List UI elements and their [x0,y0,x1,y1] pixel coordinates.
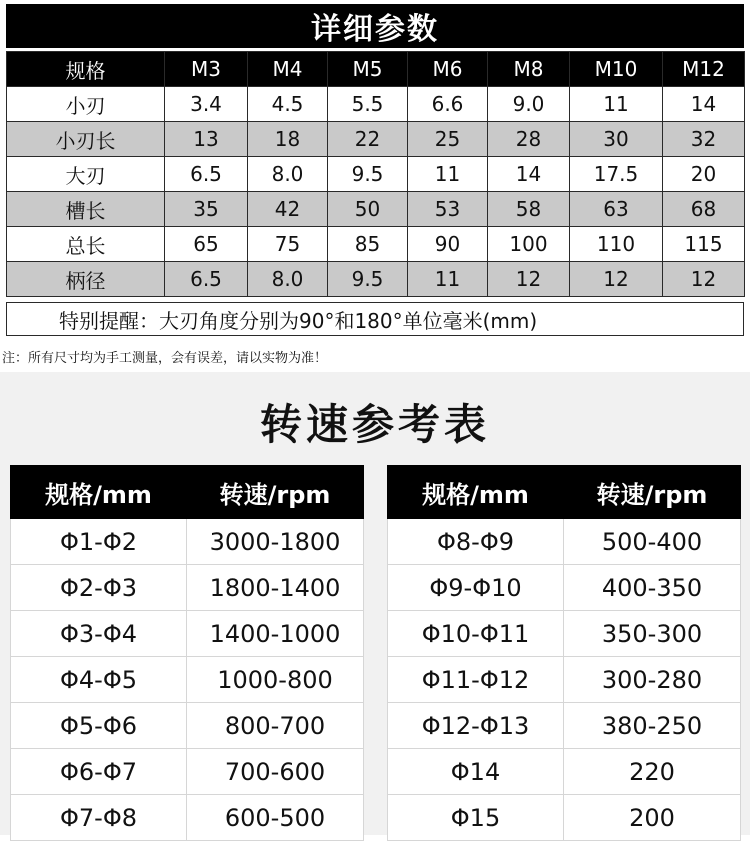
spec-value-cell: 65 [165,227,248,262]
spec-row-label: 槽长 [7,192,165,227]
speed-row [11,565,364,611]
spec-value-cell: 11 [570,87,663,122]
speed-rpm-cell: 700-600 [187,749,364,795]
spec-value-cell: 11 [408,262,488,297]
spec-row [7,122,745,157]
spec-value-cell: 115 [663,227,745,262]
spec-row-label: 柄径 [7,262,165,297]
spec-value-cell: 50 [328,192,408,227]
spec-row [7,227,745,262]
spec-row-label: 大刃 [7,157,165,192]
spec-value-cell: 11 [408,157,488,192]
speed-row [388,519,741,565]
spec-row [7,192,745,227]
spec-value-cell: 13 [165,122,248,157]
spec-value-cell: 100 [488,227,570,262]
spec-value-cell: 20 [663,157,745,192]
speed-row [388,795,741,841]
spec-value-cell: 9.5 [328,262,408,297]
rpm-column-header: 转速/rpm [187,466,364,519]
spec-header-cell: M4 [248,52,328,87]
speed-row [388,703,741,749]
speed-header-row [11,466,364,519]
spec-value-cell: 75 [248,227,328,262]
speed-spec-cell: Φ9-Φ10 [388,565,564,611]
spec-value-cell: 35 [165,192,248,227]
spec-table [6,51,745,297]
spec-column-header: 规格/mm [11,466,187,519]
spec-row-label: 小刃 [7,87,165,122]
spec-value-cell: 25 [408,122,488,157]
speed-row [388,565,741,611]
spec-value-cell: 42 [248,192,328,227]
speed-rpm-cell: 380-250 [564,703,741,749]
speed-row [11,611,364,657]
speed-spec-cell: Φ6-Φ7 [11,749,187,795]
spec-value-cell: 30 [570,122,663,157]
spec-value-cell: 14 [663,87,745,122]
speed-spec-cell: Φ11-Φ12 [388,657,564,703]
speed-rpm-cell: 1800-1400 [187,565,364,611]
spec-value-cell: 68 [663,192,745,227]
speed-rpm-cell: 300-280 [564,657,741,703]
spec-value-cell: 4.5 [248,87,328,122]
speed-spec-cell: Φ8-Φ9 [388,519,564,565]
spec-row [7,157,745,192]
spec-value-cell: 3.4 [165,87,248,122]
rpm-column-header: 转速/rpm [564,466,741,519]
spec-row-label: 小刃长 [7,122,165,157]
spec-value-cell: 14 [488,157,570,192]
speed-rpm-cell: 3000-1800 [187,519,364,565]
spec-header-cell: M3 [165,52,248,87]
speed-rpm-cell: 350-300 [564,611,741,657]
speed-spec-cell: Φ14 [388,749,564,795]
spec-value-cell: 12 [488,262,570,297]
speed-row [11,749,364,795]
disclaimer: 注：所有尺寸均为手工测量，会有误差，请以实物为准！ [2,351,328,366]
speed-spec-cell: Φ5-Φ6 [11,703,187,749]
speed-spec-cell: Φ1-Φ2 [11,519,187,565]
speed-rpm-cell: 220 [564,749,741,795]
spec-value-cell: 8.0 [248,157,328,192]
spec-header-cell: M8 [488,52,570,87]
speed-spec-cell: Φ7-Φ8 [11,795,187,841]
spec-header-cell: 规格 [7,52,165,87]
spec-value-cell: 110 [570,227,663,262]
speed-spec-cell: Φ15 [388,795,564,841]
speed-spec-cell: Φ12-Φ13 [388,703,564,749]
spec-row [7,87,745,122]
spec-header-cell: M10 [570,52,663,87]
spec-row [7,262,745,297]
spec-value-cell: 53 [408,192,488,227]
speed-rpm-cell: 600-500 [187,795,364,841]
speed-rpm-cell: 200 [564,795,741,841]
spec-value-cell: 9.5 [328,157,408,192]
spec-value-cell: 85 [328,227,408,262]
speed-row [388,657,741,703]
spec-title: 详细参数 [6,4,744,48]
spec-header-cell: M5 [328,52,408,87]
speed-row [388,749,741,795]
spec-value-cell: 12 [570,262,663,297]
speed-spec-cell: Φ3-Φ4 [11,611,187,657]
spec-note: 特别提醒：大刃角度分别为90°和180°单位毫米(mm) [6,302,744,336]
speed-row [11,657,364,703]
spec-value-cell: 9.0 [488,87,570,122]
spec-header-cell: M6 [408,52,488,87]
spec-value-cell: 63 [570,192,663,227]
spec-row-label: 总长 [7,227,165,262]
speed-table-right [387,465,741,841]
spec-header-row [7,52,745,87]
spec-value-cell: 5.5 [328,87,408,122]
spec-value-cell: 17.5 [570,157,663,192]
spec-header-cell: M12 [663,52,745,87]
spec-value-cell: 18 [248,122,328,157]
spec-value-cell: 90 [408,227,488,262]
spec-value-cell: 32 [663,122,745,157]
speed-rpm-cell: 500-400 [564,519,741,565]
spec-value-cell: 6.6 [408,87,488,122]
spec-column-header: 规格/mm [388,466,564,519]
speed-spec-cell: Φ10-Φ11 [388,611,564,657]
speed-title: 转速参考表 [259,400,490,449]
spec-value-cell: 22 [328,122,408,157]
speed-row [11,795,364,841]
spec-value-cell: 58 [488,192,570,227]
speed-header-row [388,466,741,519]
speed-row [11,703,364,749]
speed-row [388,611,741,657]
speed-rpm-cell: 1000-800 [187,657,364,703]
speed-rpm-cell: 400-350 [564,565,741,611]
speed-row [11,519,364,565]
spec-value-cell: 6.5 [165,262,248,297]
spec-value-cell: 8.0 [248,262,328,297]
speed-rpm-cell: 800-700 [187,703,364,749]
spec-value-cell: 12 [663,262,745,297]
spec-value-cell: 6.5 [165,157,248,192]
speed-spec-cell: Φ4-Φ5 [11,657,187,703]
speed-table-left [10,465,364,841]
speed-rpm-cell: 1400-1000 [187,611,364,657]
speed-spec-cell: Φ2-Φ3 [11,565,187,611]
spec-value-cell: 28 [488,122,570,157]
